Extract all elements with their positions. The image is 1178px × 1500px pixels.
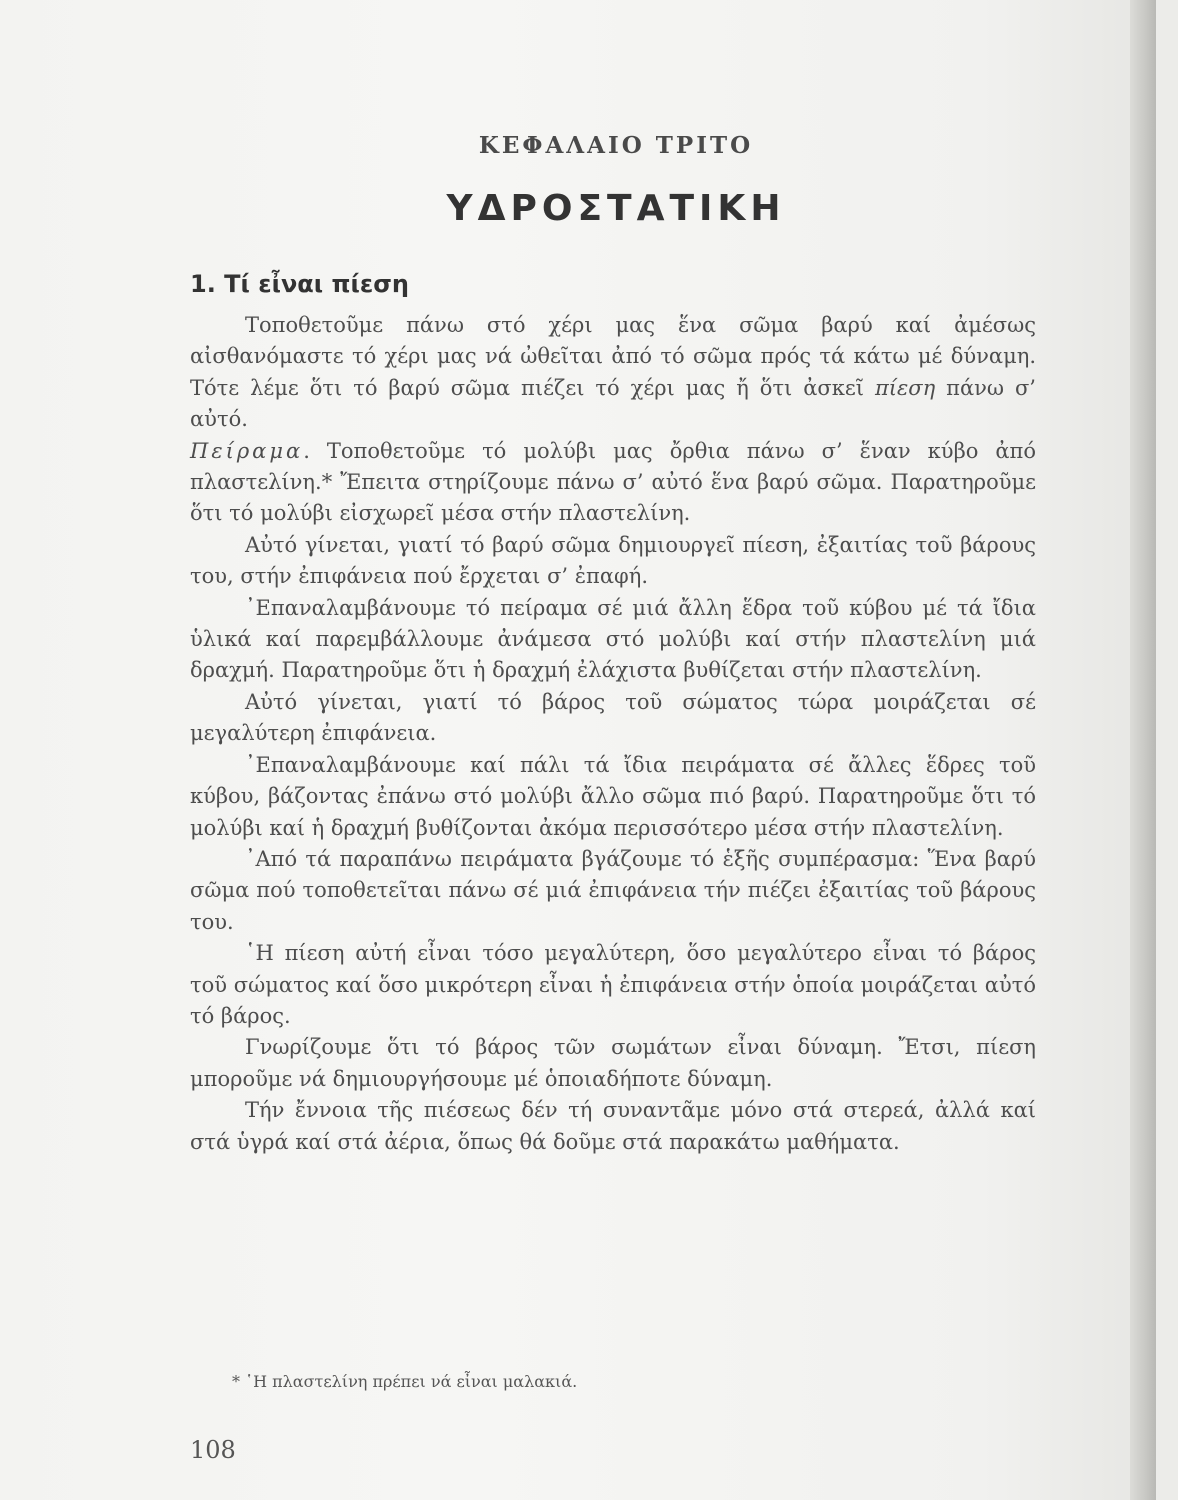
paragraph: ῾Η πίεση αὐτή εἶναι τόσο μεγαλύτερη, ὅσο μεγαλύτερο εἶναι τό βάρος τοῦ σώματος καί ὅσο μικρότερη εἶναι ἡ ἐπιφάνεια στήν ὁποία μοιράζεται αὐτό τό βάρος. [190, 941, 1036, 1028]
footnote: * ῾Η πλαστελίνη πρέπει νά εἶναι μαλακιά. [232, 1372, 578, 1391]
paragraph [190, 436, 1036, 530]
paragraph: Γνωρίζουμε ὅτι τό βάρος τῶν σωμάτων εἶναι δύναμη. Ἔτσι, πίεση μποροῦμε νά δημιουργήσουμε μέ ὁποιαδήποτε δύναμη. [190, 1035, 1036, 1091]
chapter-title: ΥΔΡΟΣΤΑΤΙΚΗ [446, 188, 786, 229]
experiment-label: Πείραμα [190, 438, 304, 463]
page-edge-shadow [1130, 0, 1156, 1500]
section-heading: 1. Τί εἶναι πίεση [190, 270, 409, 298]
body-text [190, 310, 1036, 1158]
emphasized-term: πίεση [874, 375, 936, 400]
chapter-label: ΚΕΦΑΛΑΙΟ ΤΡΙΤΟ [478, 132, 754, 159]
paragraph: ᾿Επαναλαμβάνουμε τό πείραμα σέ μιά ἄλλη ἕδρα τοῦ κύβου μέ τά ἴδια ὑλικά καί παρεμβάλλουμε ἀνάμεσα στό μολύβι καί στήν πλαστελίνη μιά δραχμή. Παρατηροῦμε ὅτι ἡ δραχμή ἐλάχιστα βυθίζεται στήν πλαστελίνη. [190, 595, 1036, 683]
paragraph: Τήν ἔννοια τῆς πιέσεως δέν τή συναντᾶμε μόνο στά στερεά, ἀλλά καί στά ὑγρά καί στά ἀέρια, ὅπως θά δοῦμε στά παρακάτω μαθήματα. [190, 1098, 1036, 1154]
paragraph: ᾿Από τά παραπάνω πειράματα βγάζουμε τό ἑξῆς συμπέρασμα: Ἕνα βαρύ σῶμα πού τοποθετεῖται πάνω σέ μιά ἐπιφάνεια τήν πιέζει ἐξαιτίας τοῦ βάρους του. [190, 846, 1036, 934]
paragraph [190, 310, 1036, 436]
paragraph: Αὐτό γίνεται, γιατί τό βάρος τοῦ σώματος τώρα μοιράζεται σέ μεγαλύτερη ἐπιφάνεια. [190, 689, 1036, 746]
page-number: 108 [190, 1436, 236, 1464]
paragraph-text: Τοποθετοῦμε πάνω στό χέρι μας ἕνα σῶμα βαρύ καί ἀμέσως αἰσθανόμαστε τό χέρι μας νά ὠθεῖται ἀπό τό σῶμα πρός τά κάτω μέ δύναμη. Τότε λέμε ὅτι τό βαρύ σῶμα πιέζει τό χέρι μας ἤ ὅτι ἀσκεῖ [190, 313, 1036, 400]
paragraph-text: . Τοποθετοῦμε τό μολύβι μας ὄρθια πάνω σ’ ἕναν κύβο ἀπό πλαστελίνη.* Ἔπειτα στηρίζουμε πάνω σ’ αὐτό ἕνα βαρύ σῶμα. Παρατηροῦμε ὅτι τό μολύβι εἰσχωρεῖ μέσα στήν πλαστελίνη. [190, 438, 1036, 526]
paragraph: ᾿Επαναλαμβάνουμε καί πάλι τά ἴδια πειράματα σέ ἄλλες ἕδρες τοῦ κύβου, βάζοντας ἐπάνω στό μολύβι ἄλλο σῶμα πιό βαρύ. Παρατηροῦμε ὅτι τό μολύβι καί ἡ δραχμή βυθίζονται ἀκόμα περισσότερο μέσα στήν πλαστελίνη. [190, 752, 1036, 840]
paragraph-text: πάνω σ’ αὐτό. [190, 375, 1036, 432]
paragraph: Αὐτό γίνεται, γιατί τό βαρύ σῶμα δημιουργεῖ πίεση, ἐξαιτίας τοῦ βάρους του, στήν ἐπιφάνεια πού ἔρχεται σ’ ἐπαφή. [190, 532, 1036, 589]
